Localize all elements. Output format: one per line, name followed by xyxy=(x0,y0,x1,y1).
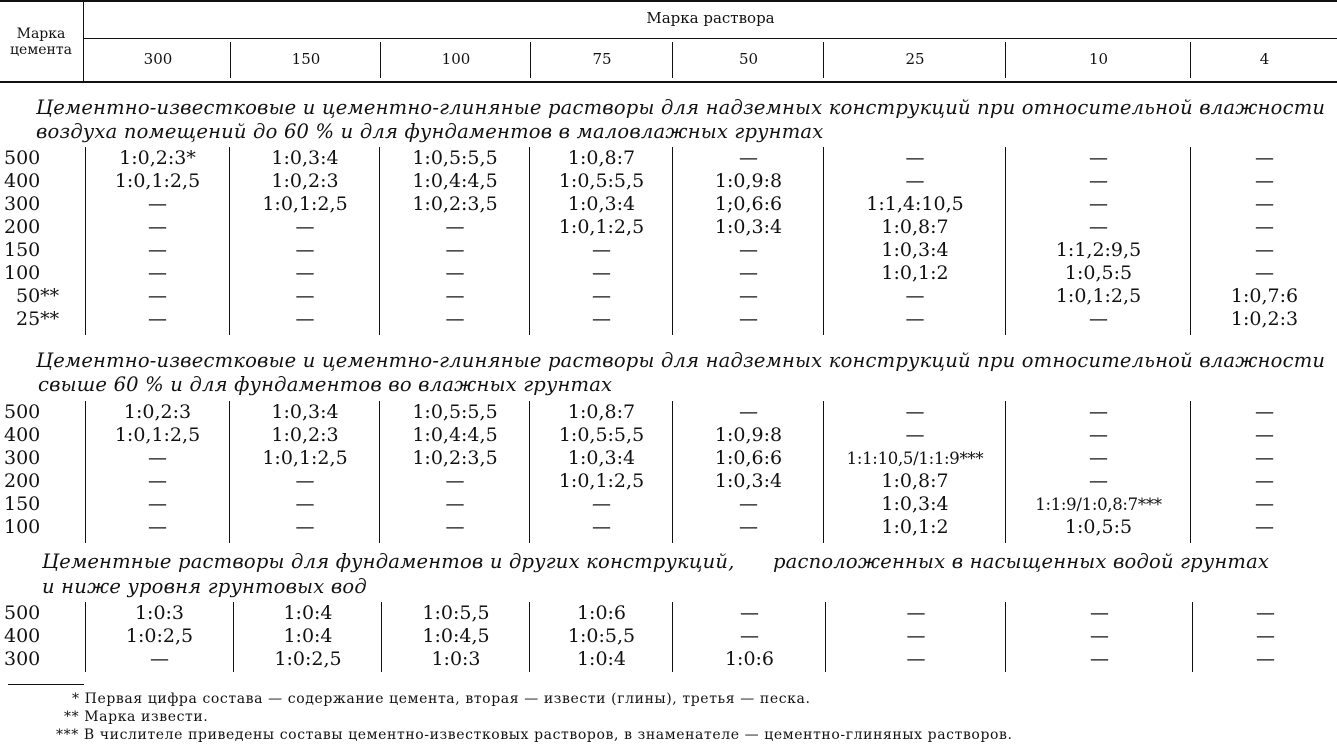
table-cell: — xyxy=(739,516,758,538)
table-cell: — xyxy=(1256,625,1275,647)
table-cell: — xyxy=(1256,648,1275,670)
table-cell: — xyxy=(1089,216,1108,238)
table-cell: — xyxy=(739,262,758,284)
table-cell: — xyxy=(592,493,611,515)
table-row xyxy=(0,493,1337,516)
cement-grade: 300 xyxy=(4,447,41,469)
table-row xyxy=(0,216,1337,239)
table-cell: 1:0,3:4 xyxy=(714,216,783,238)
table-cell: 1:0,3:4 xyxy=(881,239,949,261)
table-cell: — xyxy=(1090,602,1109,624)
table-cell: — xyxy=(148,308,167,330)
table-cell: — xyxy=(1089,424,1108,446)
table-cell: — xyxy=(148,216,167,238)
table-cell: — xyxy=(905,285,925,307)
table-cell: — xyxy=(295,493,315,515)
table-cell: — xyxy=(1089,447,1108,469)
table-cell: — xyxy=(1089,170,1108,192)
table-cell: — xyxy=(150,648,169,670)
header-bottom-rule xyxy=(0,81,1337,83)
section-3-title-line-2: и ниже уровня грунтовых вод xyxy=(42,575,367,598)
table-cell: 1:0,3:4 xyxy=(714,470,783,492)
table-cell: — xyxy=(739,401,758,423)
table-cell: 1:0,5:5 xyxy=(1064,516,1133,538)
mortar-grade-10: 10 xyxy=(1088,50,1109,68)
table-cell: — xyxy=(148,193,167,215)
table-cell: 1:0,8:7 xyxy=(567,147,636,169)
table-cell: 1:0,3:4 xyxy=(567,193,636,215)
table-row xyxy=(0,401,1337,424)
section-2-title-line-1: Цементно-известковые и цементно-глиняные растворы для надземных конструкций при относительной влажности xyxy=(36,349,1326,372)
table-cell: — xyxy=(739,308,758,330)
table-cell: 1:0,3:4 xyxy=(271,147,339,169)
table-cell: 1:0:4,5 xyxy=(422,625,490,647)
table-cell: 1:0,2:3,5 xyxy=(412,447,498,469)
table-cell: 1:0,5:5,5 xyxy=(558,170,645,192)
table-cell: 1:0:6 xyxy=(724,648,775,670)
table-cell: — xyxy=(1255,401,1274,423)
table-cell: 1:0,9:8 xyxy=(714,424,783,446)
table-cell: — xyxy=(906,625,926,647)
table-top-rule xyxy=(0,0,1337,2)
table-cell: 1:1:9/1:0,8:7*** xyxy=(1035,495,1162,514)
table-cell: — xyxy=(445,516,465,538)
table-cell: — xyxy=(445,262,465,284)
table-cell: — xyxy=(1089,147,1108,169)
footnote-3: *** В числителе приведены составы цементно-известковых растворов, в знаменателе — цементно-глиняных растворов. xyxy=(56,727,1013,743)
table-cell: — xyxy=(1090,648,1109,670)
mortar-grade-300: 300 xyxy=(143,50,173,68)
table-cell: — xyxy=(445,308,465,330)
cement-grade: 150 xyxy=(4,239,41,261)
table-cell: — xyxy=(148,447,167,469)
table-cell: 1:0:4 xyxy=(576,648,627,670)
table-cell: — xyxy=(148,470,167,492)
table-cell: — xyxy=(1255,262,1274,284)
cement-grade: 300 xyxy=(4,648,41,670)
mortar-grade-25: 25 xyxy=(905,50,925,68)
table-cell: — xyxy=(295,285,315,307)
cement-grade: 300 xyxy=(4,193,41,215)
footnote-2: ** Марка извести. xyxy=(64,709,209,725)
table-row xyxy=(0,470,1337,493)
table-row xyxy=(0,648,1337,671)
cement-grade-header: Марка цемента xyxy=(10,26,72,58)
table-cell: — xyxy=(1255,193,1274,215)
table-cell: — xyxy=(295,262,315,284)
table-cell: 1:0,1:2,5 xyxy=(558,470,645,492)
table-cell: — xyxy=(295,516,315,538)
table-cell: — xyxy=(1256,602,1275,624)
table-cell: 1:0,1:2,5 xyxy=(1055,285,1142,307)
table-cell: 1:0,5:5,5 xyxy=(558,424,645,446)
table-cell: 1:0:2,5 xyxy=(274,648,342,670)
table-cell: — xyxy=(1255,493,1274,515)
header-col-divider xyxy=(230,42,231,78)
cement-grade: 200 xyxy=(4,470,41,492)
table-row xyxy=(0,308,1337,331)
table-row xyxy=(0,424,1337,447)
table-cell: — xyxy=(592,308,611,330)
cement-grade: 500 xyxy=(4,147,41,169)
table-cell: 1:0,1:2 xyxy=(881,262,949,284)
table-cell: — xyxy=(1255,170,1274,192)
table-row xyxy=(0,516,1337,539)
cement-grade: 400 xyxy=(4,625,41,647)
table-cell: — xyxy=(1255,447,1274,469)
table-cell: 1:0,2:3* xyxy=(119,147,196,169)
cement-grade: 50** xyxy=(16,285,60,307)
table-cell: 1:0,1:2,5 xyxy=(262,193,348,215)
table-cell: 1:0,5:5 xyxy=(1064,262,1133,284)
table-cell: — xyxy=(148,285,167,307)
table-cell: 1:0:4 xyxy=(283,625,333,647)
table-cell: — xyxy=(739,239,758,261)
footnote-1: * Первая цифра состава — содержание цемента, вторая — извести (глины), третья — песка. xyxy=(72,691,811,707)
table-cell: 1:1:10,5/1:1:9*** xyxy=(846,449,984,468)
table-cell: 1:0,3:4 xyxy=(567,447,636,469)
table-cell: 1:0:2,5 xyxy=(125,625,194,647)
table-row xyxy=(0,447,1337,470)
header-col-divider xyxy=(530,42,531,78)
mortar-grade-75: 75 xyxy=(592,50,612,68)
table-cell: — xyxy=(1255,424,1274,446)
footnote-rule xyxy=(8,684,84,685)
table-cell: — xyxy=(592,285,611,307)
table-cell: 1:0,2:3 xyxy=(271,170,339,192)
table-cell: — xyxy=(905,170,925,192)
table-row xyxy=(0,147,1337,170)
table-cell: — xyxy=(148,516,167,538)
table-cell: — xyxy=(1255,239,1274,261)
table-cell: — xyxy=(295,216,315,238)
cement-grade: 500 xyxy=(4,401,41,423)
table-cell: 1:0,2:3 xyxy=(271,424,339,446)
table-cell: 1:0,1:2,5 xyxy=(114,424,201,446)
table-cell: 1:0,4:4,5 xyxy=(412,424,498,446)
table-cell: 1:0,1:2,5 xyxy=(114,170,201,192)
table-cell: — xyxy=(295,239,315,261)
table-cell: — xyxy=(445,216,465,238)
mortar-grade-50: 50 xyxy=(738,50,759,68)
cement-grade: 150 xyxy=(4,493,41,515)
table-row xyxy=(0,602,1337,625)
table-cell: — xyxy=(740,602,759,624)
table-cell: — xyxy=(445,493,465,515)
table-row xyxy=(0,625,1337,648)
table-cell: — xyxy=(148,493,167,515)
table-cell: — xyxy=(739,147,758,169)
table-cell: — xyxy=(1089,193,1108,215)
table-cell: — xyxy=(1255,216,1274,238)
table-cell: 1:0,2:3,5 xyxy=(412,193,498,215)
table-cell: 1:0,1:2,5 xyxy=(558,216,645,238)
table-cell: 1:0,1:2,5 xyxy=(262,447,348,469)
table-row xyxy=(0,170,1337,193)
table-cell: 1:0,8:7 xyxy=(881,216,949,238)
header-col-divider xyxy=(380,42,381,78)
table-cell: — xyxy=(1089,401,1108,423)
table-cell: — xyxy=(1255,470,1274,492)
mortar-grade-4: 4 xyxy=(1259,50,1270,68)
table-cell: — xyxy=(1255,147,1274,169)
section-1-title-line-1: Цементно-известковые и цементно-глиняные растворы для надземных конструкций при относительной влажности xyxy=(36,96,1326,119)
table-cell: — xyxy=(1090,625,1109,647)
section-1-title-line-2: воздуха помещений до 60 % и для фундаментов в маловлажных грунтах xyxy=(36,120,824,143)
cement-grade: 200 xyxy=(4,216,41,238)
header-col-divider xyxy=(1190,42,1191,78)
table-cell: — xyxy=(148,262,167,284)
table-cell: — xyxy=(905,308,925,330)
table-cell: — xyxy=(295,308,315,330)
table-cell: 1:1,2:9,5 xyxy=(1055,239,1142,261)
table-row xyxy=(0,239,1337,262)
cement-grade: 100 xyxy=(4,262,41,284)
table-cell: — xyxy=(148,239,167,261)
cement-grade: 400 xyxy=(4,170,41,192)
table-cell: — xyxy=(445,239,465,261)
table-cell: — xyxy=(592,262,611,284)
table-cell: — xyxy=(592,516,611,538)
table-cell: 1:0,8:7 xyxy=(567,401,636,423)
table-cell: — xyxy=(906,648,926,670)
table-cell: — xyxy=(905,424,925,446)
table-cell: — xyxy=(1089,470,1108,492)
table-row xyxy=(0,193,1337,216)
table-cell: 1;0,6:6 xyxy=(714,193,783,215)
table-cell: 1:0,2:3 xyxy=(1230,308,1299,330)
table-cell: 1:1,4:10,5 xyxy=(866,193,964,215)
table-cell: — xyxy=(739,285,758,307)
table-cell: 1:0,3:4 xyxy=(881,493,949,515)
header-col-divider xyxy=(1005,42,1006,78)
table-cell: — xyxy=(1089,308,1108,330)
table-cell: — xyxy=(445,470,465,492)
table-cell: 1:0,5:5,5 xyxy=(412,401,498,423)
table-row xyxy=(0,262,1337,285)
table-cell: 1:0:6 xyxy=(576,602,627,624)
table-cell: 1:0:5,5 xyxy=(422,602,490,624)
table-cell: 1:0,5:5,5 xyxy=(412,147,498,169)
table-cell: — xyxy=(905,147,925,169)
table-cell: 1:0,3:4 xyxy=(271,401,339,423)
section-2-title-line-2: свыше 60 % и для фундаментов во влажных грунтах xyxy=(38,373,613,396)
table-cell: 1:0:4 xyxy=(283,602,333,624)
table-cell: — xyxy=(905,401,925,423)
table-cell: 1:0:3 xyxy=(431,648,481,670)
table-cell: 1:0,4:4,5 xyxy=(412,170,498,192)
mortar-grade-header: Марка раствора xyxy=(646,9,775,27)
cement-grade: 25** xyxy=(16,308,60,330)
table-cell: 1:0,7:6 xyxy=(1230,285,1299,307)
table-cell: 1:0,8:7 xyxy=(881,470,949,492)
table-cell: — xyxy=(906,602,926,624)
header-mid-rule xyxy=(84,38,1337,39)
table-cell: — xyxy=(592,239,611,261)
table-cell: 1:0:3 xyxy=(134,602,185,624)
table-cell: — xyxy=(740,625,759,647)
table-cell: 1:0,1:2 xyxy=(881,516,949,538)
header-col-divider xyxy=(672,42,673,78)
mortar-grade-150: 150 xyxy=(291,50,321,68)
table-cell: 1:0,9:8 xyxy=(714,170,783,192)
table-cell: — xyxy=(445,285,465,307)
cement-grade: 400 xyxy=(4,424,41,446)
table-row xyxy=(0,285,1337,308)
table-cell: 1:0,2:3 xyxy=(123,401,192,423)
mortar-grade-100: 100 xyxy=(441,50,471,68)
table-cell: — xyxy=(295,470,315,492)
cement-grade: 100 xyxy=(4,516,41,538)
section-3-title-line-1: Цементные растворы для фундаментов и других конструкций, расположенных в насыщенных водой грунтах xyxy=(42,550,1270,573)
table-cell: — xyxy=(1255,516,1274,538)
cement-grade: 500 xyxy=(4,602,41,624)
table-cell: — xyxy=(739,493,758,515)
header-col-divider xyxy=(823,42,824,78)
table-cell: 1:0:5,5 xyxy=(567,625,636,647)
table-cell: 1:0,6:6 xyxy=(714,447,783,469)
